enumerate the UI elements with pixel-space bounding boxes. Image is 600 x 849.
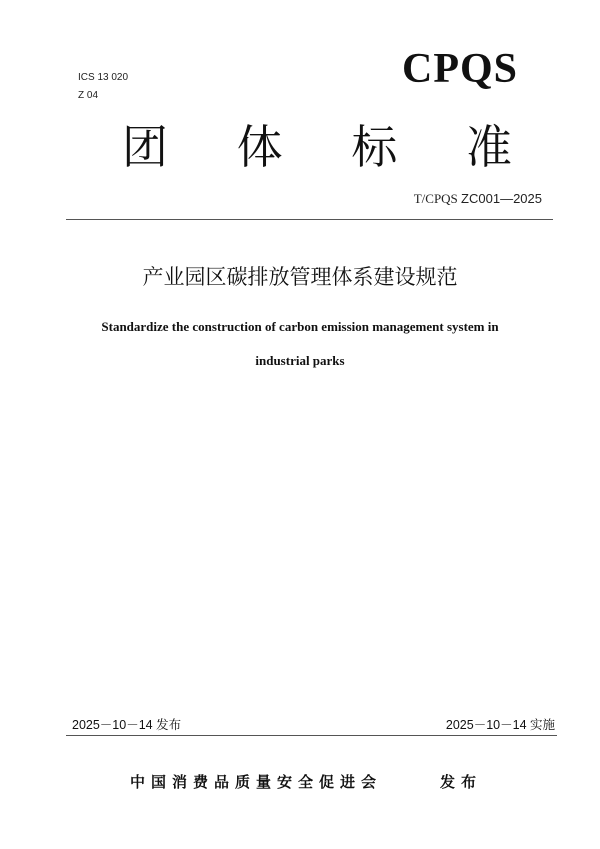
issue-date: 2025－10－14 发布 bbox=[72, 718, 182, 732]
publisher-name: 中国消费品质量安全促进会 bbox=[130, 773, 383, 791]
org-logo: CPQS bbox=[402, 46, 519, 92]
bottom-divider bbox=[66, 735, 557, 736]
top-divider bbox=[66, 219, 553, 220]
standard-type-heading bbox=[122, 118, 512, 176]
ccs-code: Z 04 bbox=[78, 90, 99, 101]
standard-number-prefix: T/CPQS bbox=[413, 191, 458, 206]
ics-code: ICS 13 020 bbox=[78, 72, 129, 83]
title-english-line-1: Standardize the construction of carbon emission management system in bbox=[101, 319, 499, 334]
standard-type-char: 准 bbox=[465, 120, 512, 174]
title-english-line-2: industrial parks bbox=[255, 353, 345, 368]
standard-type-char: 体 bbox=[236, 120, 283, 174]
publish-label: 发布 bbox=[440, 773, 483, 791]
implementation-date: 2025－10－14 实施 bbox=[445, 718, 555, 732]
standard-type-char: 标 bbox=[351, 120, 398, 174]
standard-number bbox=[414, 191, 542, 207]
standard-type-char: 团 bbox=[122, 120, 168, 174]
title-chinese: 产业园区碳排放管理体系建设规范 bbox=[142, 265, 458, 289]
standard-number-code: ZC001—2025 bbox=[461, 191, 542, 206]
